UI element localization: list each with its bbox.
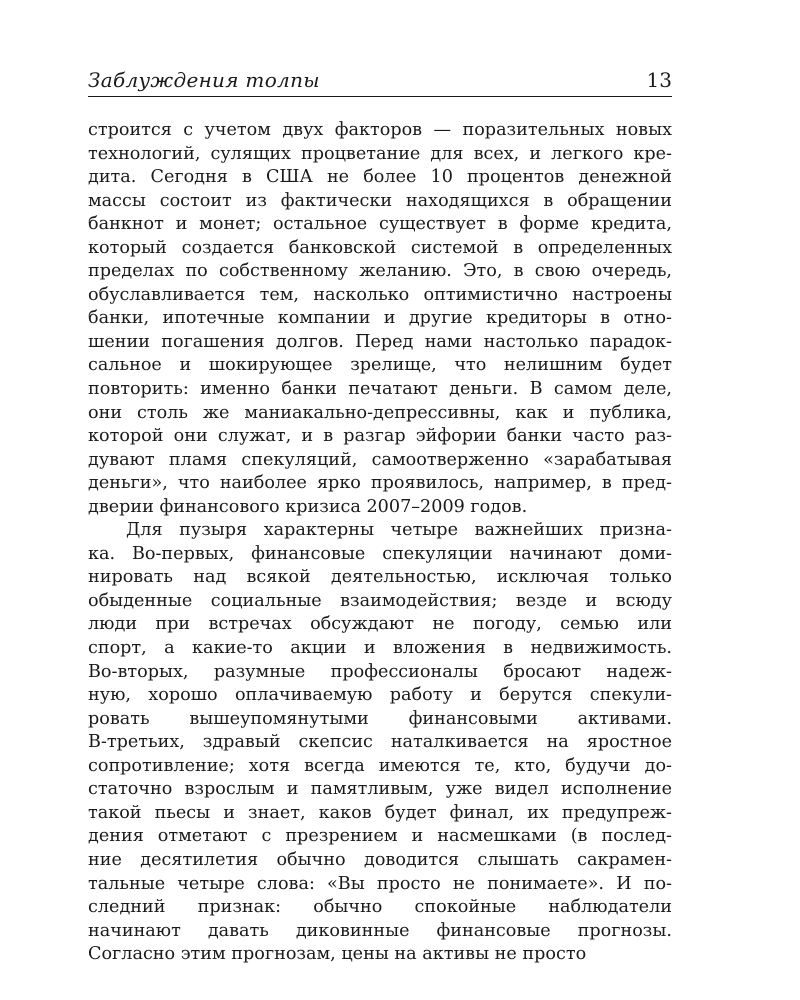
text-line: массы состоит из фактически находящихся в обращении <box>88 190 672 211</box>
text-line: ние десятилетия обычно доводится слышать сакрамен- <box>88 849 672 870</box>
text-line: следний признак: обычно спокойные наблюдатели <box>88 897 672 918</box>
paragraph-1 <box>88 119 672 519</box>
text-line: которой они служат, и в разгар эйфории банки часто раз- <box>88 426 672 447</box>
text-line: ровать вышеупомянутыми финансовыми активами. <box>88 708 672 729</box>
text-line: такой пьесы и знает, каков будет финал, их предупреж- <box>88 802 672 823</box>
text-line: строится с учетом двух факторов — поразительных новых <box>88 120 672 140</box>
text-line: технологий, сулящих процветание для всех, и легкого кре- <box>88 143 672 164</box>
text-line: тальные четыре слова: «Вы просто не понимаете». И по- <box>88 873 672 894</box>
text-line: статочно взрослым и памятливым, уже видел исполнение <box>88 779 672 800</box>
text-line: дувают пламя спекуляций, самоотверженно «зарабатывая <box>88 449 672 470</box>
running-header <box>88 68 672 97</box>
text-line: банки, ипотечные компании и другие кредиторы в отно- <box>88 308 672 329</box>
text-line: нировать над всякой деятельностью, исключая только <box>88 567 672 588</box>
text-line: Для пузыря характерны четыре важнейших призна- <box>126 520 672 541</box>
text-line: повторить: именно банки печатают деньги. В самом деле, <box>88 379 672 400</box>
text-line: деньги», что наиболее ярко проявилось, например, в пред- <box>88 473 672 494</box>
text-line: дита. Сегодня в США не более 10 процентов денежной <box>88 167 672 188</box>
text-line: банкнот и монет; остальное существует в форме кредита, <box>88 214 672 235</box>
text-line: пределах по собственному желанию. Это, в свою очередь, <box>88 261 672 282</box>
text-line: люди при встречах обсуждают не погоду, семью или <box>88 614 672 635</box>
running-title: Заблуждения толпы <box>88 68 320 92</box>
text-line: сальное и шокирующее зрелище, что нелишним будет <box>88 355 672 376</box>
book-page <box>88 68 672 967</box>
body-text <box>88 119 672 967</box>
text-line: В-третьих, здравый скепсис наталкивается на яростное <box>88 732 672 753</box>
text-line: который создается банковской системой в определенных <box>88 237 672 258</box>
paragraph-2 <box>88 519 672 966</box>
text-line: спорт, а какие-то акции и вложения в недвижимость. <box>88 638 672 659</box>
text-line: обуславливается тем, насколько оптимистично настроены <box>88 284 672 305</box>
text-line: дверии финансового кризиса 2007–2009 годов. <box>88 496 528 517</box>
text-line: они столь же маниакально-депрессивны, как и публика, <box>88 402 672 423</box>
text-line: Во-вторых, разумные профессионалы бросают надеж- <box>88 661 672 682</box>
text-line: ную, хорошо оплачиваемую работу и берутся спекули- <box>88 685 672 706</box>
text-line: дения отметают с презрением и насмешками (в послед- <box>88 826 672 847</box>
page-number: 13 <box>646 68 672 92</box>
text-line: шении погашения долгов. Перед нами настолько парадок- <box>88 331 672 352</box>
text-line: начинают давать диковинные финансовые прогнозы. <box>88 920 672 941</box>
text-line: Согласно этим прогнозам, цены на активы не просто <box>88 944 587 965</box>
text-line: ка. Во-первых, финансовые спекуляции начинают доми- <box>88 543 672 564</box>
text-line: обыденные социальные взаимодействия; везде и всюду <box>88 590 672 611</box>
text-line: сопротивление; хотя всегда имеются те, кто, будучи до- <box>88 755 672 776</box>
